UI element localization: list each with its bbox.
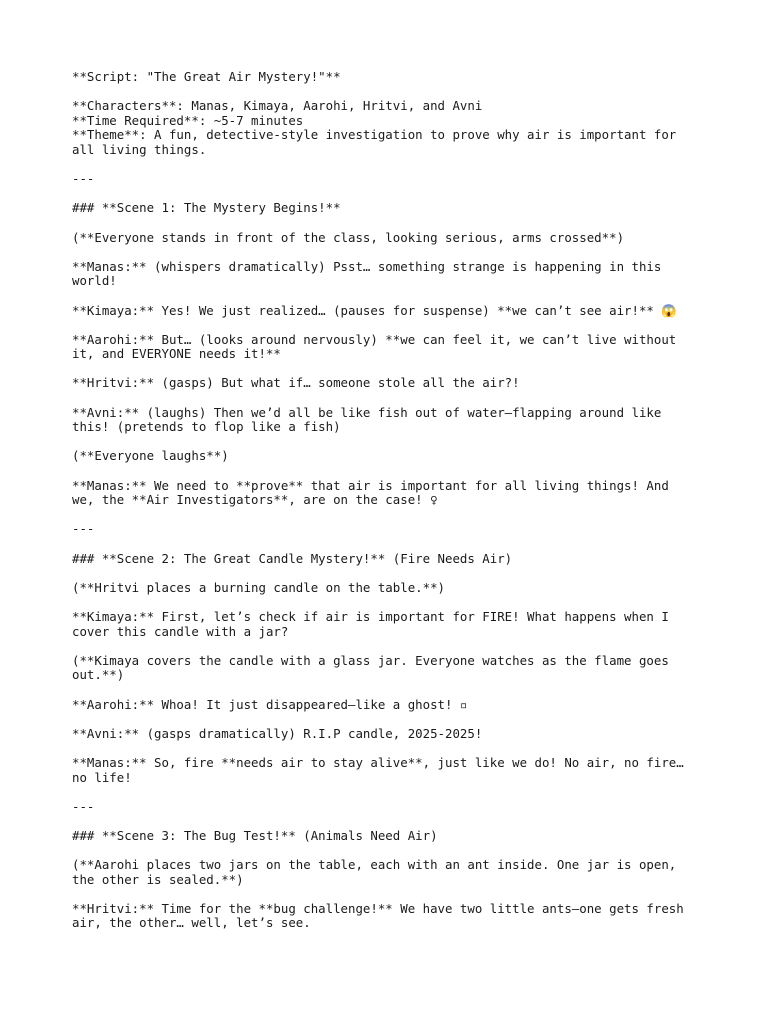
text-line: this! (pretends to flop like a fish) [72,419,341,435]
text-line: **Time Required**: ~5-7 minutes [72,112,304,128]
text-line: the other is sealed.**) [72,871,244,887]
paragraph [72,858,696,887]
text-line: cover this candle with a jar? [72,623,289,639]
text-line: air, the other… well, let’s see. [72,915,311,931]
paragraph [72,260,696,289]
text-line: --- [72,521,95,537]
text-line: (**Everyone stands in front of the class, looking serious, arms crossed**) [72,229,625,245]
paragraph [72,479,696,508]
paragraph [72,727,696,742]
text-line: **Manas:** (whispers dramatically) Psst… something strange is happening in this [72,258,662,274]
text-line: no life! [72,769,132,785]
text-line: **Characters**: Manas, Kimaya, Aarohi, Hritvi, and Avni [72,98,483,114]
text-line: **Aarohi:** Whoa! It just disappeared—like a ghost! ▫ [72,696,468,712]
paragraph [72,99,696,157]
text-line: **Avni:** (gasps dramatically) R.I.P candle, 2025-2025! [72,725,483,741]
paragraph [72,829,696,844]
text-line: --- [72,171,95,187]
text-line: all living things. [72,141,207,157]
text-line: **Aarohi:** But… (looks around nervously) **we can feel it, we can’t live without [72,331,677,347]
paragraph [72,201,696,216]
paragraph [72,581,696,596]
text-line: **Kimaya:** Yes! We just realized… (pauses for suspense) **we can’t see air!** 😱 [72,302,677,318]
text-line: **Theme**: A fun, detective-style investigation to prove why air is important for [72,127,677,143]
text-line: ### **Scene 2: The Great Candle Mystery!** (Fire Needs Air) [72,550,513,566]
text-line: **Avni:** (laughs) Then we’d all be like fish out of water—flapping around like [72,404,662,420]
paragraph [72,654,696,683]
text-line: **Kimaya:** First, let’s check if air is important for FIRE! What happens when I [72,608,669,624]
text-line: **Script: "The Great Air Mystery!"** [72,69,341,84]
text-line: we, the **Air Investigators**, are on the case! ♀ [72,492,438,508]
text-line: **Manas:** We need to **prove** that air is important for all living things! And [72,477,669,493]
paragraph [72,406,696,435]
text-line: **Hritvi:** Time for the **bug challenge!** We have two little ants—one gets fresh [72,900,684,916]
text-line: ### **Scene 1: The Mystery Begins!** [72,200,341,216]
paragraph [72,449,696,464]
text-line: (**Kimaya covers the candle with a glass jar. Everyone watches as the flame goes [72,652,669,668]
text-line: (**Aarohi places two jars on the table, each with an ant inside. One jar is open, [72,857,677,873]
text-line: it, and EVERYONE needs it!** [72,346,281,362]
paragraph [72,304,696,319]
paragraph [72,552,696,567]
paragraph [72,902,696,931]
paragraph [72,172,696,187]
paragraph [72,522,696,537]
paragraph [72,610,696,639]
text-line: ### **Scene 3: The Bug Test!** (Animals Need Air) [72,827,438,843]
paragraph [72,231,696,246]
paragraph [72,756,696,785]
text-line: **Manas:** So, fire **needs air to stay alive**, just like we do! No air, no fire… [72,754,684,770]
text-line: world! [72,273,117,289]
paragraph [72,333,696,362]
paragraph [72,376,696,391]
text-line: (**Hritvi places a burning candle on the table.**) [72,579,445,595]
paragraph [72,70,696,85]
text-line: --- [72,798,95,814]
document-body [72,70,696,946]
text-line: out.**) [72,667,125,683]
text-line: **Hritvi:** (gasps) But what if… someone stole all the air?! [72,375,520,391]
paragraph [72,698,696,713]
paragraph [72,800,696,815]
text-line: (**Everyone laughs**) [72,448,229,464]
